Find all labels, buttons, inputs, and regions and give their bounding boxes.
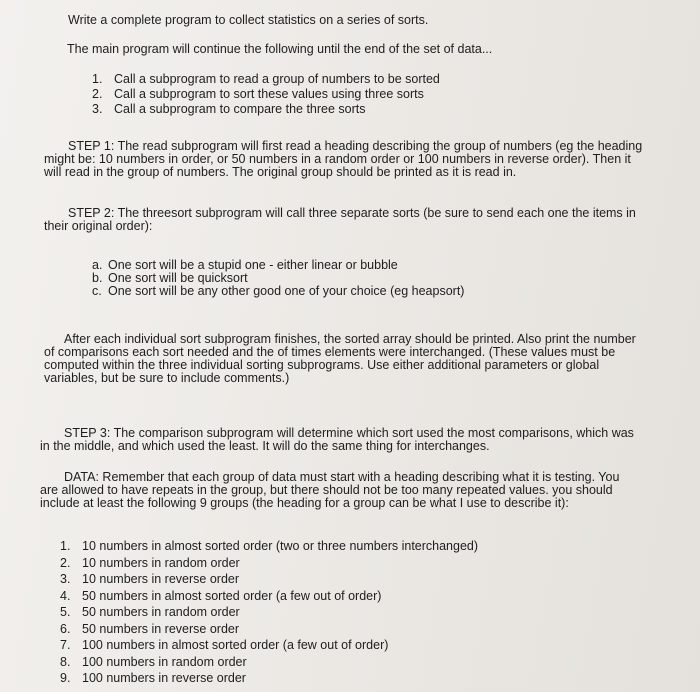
doc-title: Write a complete program to collect statistics on a series of sorts. bbox=[68, 13, 429, 27]
list-item: 3. 10 numbers in reverse order bbox=[60, 572, 240, 586]
list-item: 4. 50 numbers in almost sorted order (a few out of order) bbox=[60, 588, 382, 603]
list-item: 1. Call a subprogram to read a group of numbers to be sorted bbox=[92, 72, 440, 86]
step3-paragraph: STEP 3: The comparison subprogram will determine which sort used the most comparisons, which was in the middle, and which used the least. It will do the same thing for interchanges. bbox=[40, 426, 634, 453]
after-sort-paragraph: After each individual sort subprogram finishes, the sorted array should be printed. Also print the number of comparisons each sort needed and the of times elements were interchanged. (These values must be computed within the three individual sorting subprograms. Use either additional parameters or global variables, but be sure to include comments.) bbox=[44, 332, 636, 385]
list-item: 2. 10 numbers in random order bbox=[60, 555, 240, 570]
list-item: 5. 50 numbers in random order bbox=[60, 605, 240, 619]
sorts-list bbox=[0, 259, 700, 298]
list-item: 7. 100 numbers in almost sorted order (a few out of order) bbox=[60, 638, 389, 652]
list-item: 6. 50 numbers in reverse order bbox=[60, 621, 240, 636]
list-item: b. One sort will be quicksort bbox=[92, 271, 248, 285]
list-item: 8. 100 numbers in random order bbox=[60, 654, 247, 669]
data-groups-list bbox=[0, 538, 700, 687]
list-item: 1. 10 numbers in almost sorted order (two or three numbers interchanged) bbox=[60, 539, 479, 553]
step2-paragraph: STEP 2: The threesort subprogram will call three separate sorts (be sure to send each one the items in their original order): bbox=[44, 206, 636, 233]
main-program-text: The main program will continue the following until the end of the set of data... bbox=[67, 42, 493, 56]
list-item: a. One sort will be a stupid one - either linear or bubble bbox=[92, 258, 398, 272]
list-item: 9. 100 numbers in reverse order bbox=[60, 671, 246, 685]
step1-paragraph: STEP 1: The read subprogram will first read a heading describing the group of numbers (eg the heading might be: 10 numbers in order, or 50 numbers in a random order or 100 numbers in reverse order). Then it will read in the group of numbers. The original group should be printed as it is read in. bbox=[44, 139, 643, 179]
list-item: 2. Call a subprogram to sort these values using three sorts bbox=[92, 87, 424, 101]
list-item: 3. Call a subprogram to compare the three sorts bbox=[92, 102, 366, 116]
list-item: c. One sort will be any other good one of your choice (eg heapsort) bbox=[92, 284, 465, 298]
data-paragraph: DATA: Remember that each group of data must start with a heading describing what it is testing. You are allowed to have repeats in the group, but there should not be too many repeated values. you should include at least the following 9 groups (the heading for a group can be what I use to describe it): bbox=[40, 470, 620, 510]
main-steps-list bbox=[0, 72, 700, 117]
